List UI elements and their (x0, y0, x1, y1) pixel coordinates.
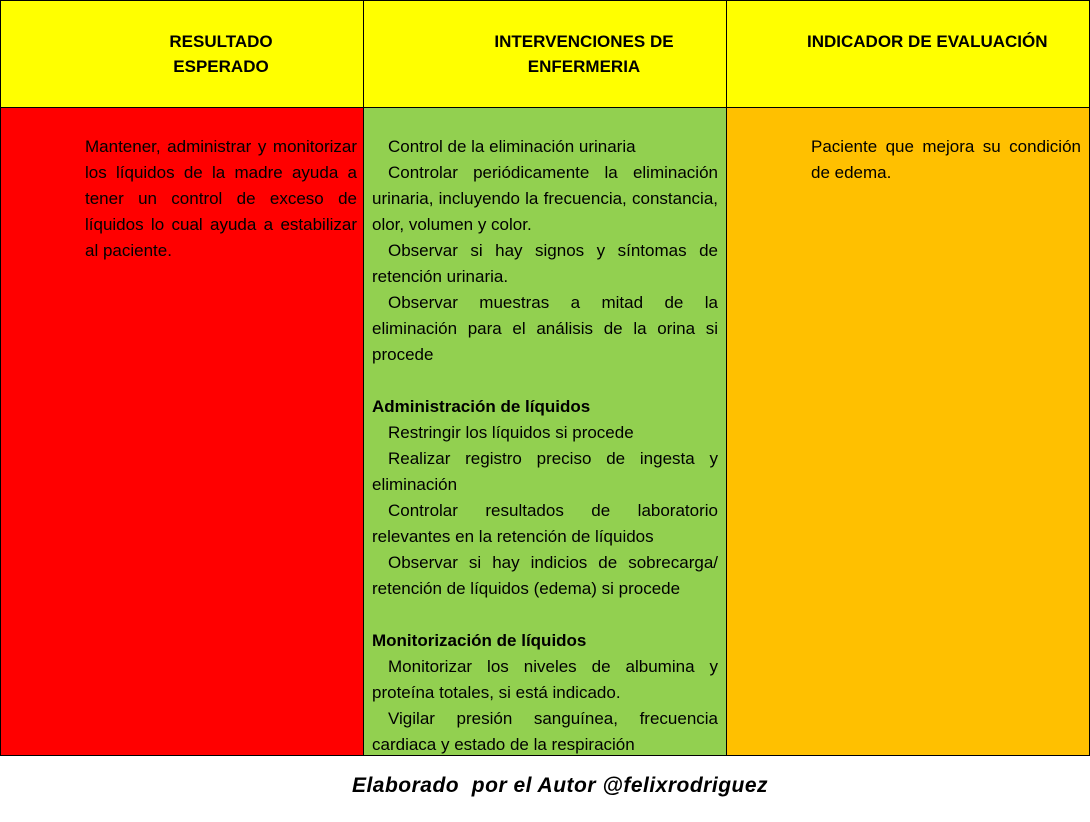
cell-resultado (0, 107, 365, 756)
indicador-text: Paciente que mejora su condición de edema. (811, 137, 1081, 182)
header-resultado-line1: RESULTADO (169, 32, 273, 51)
header-intervenciones-line2: ENFERMERIA (527, 57, 641, 76)
header-intervenciones (363, 0, 727, 108)
spacer (372, 602, 718, 628)
intervencion-item: Vigilar presión sanguínea, frecuencia cardiaca y estado de la respiración (372, 709, 718, 754)
intervencion-item: Restringir los líquidos si procede (388, 423, 634, 442)
intervencion-item: Monitorizar los niveles de albumina y proteína totales, si está indicado. (372, 657, 718, 702)
intervencion-item: Observar si hay signos y síntomas de retención urinaria. (372, 241, 718, 286)
intervencion-item: Controlar periódicamente la eliminación urinaria, incluyendo la frecuencia, constancia, olor, volumen y color. (372, 163, 718, 234)
header-resultado (0, 0, 365, 108)
section-title-administracion: Administración de líquidos (372, 397, 591, 416)
author-credit: Elaborado por el Autor @felixrodriguez (351, 774, 769, 797)
spacer (372, 368, 718, 394)
intervencion-item: Observar muestras a mitad de la eliminación para el análisis de la orina si procede (372, 293, 718, 364)
resultado-text: Mantener, administrar y monitorizar los líquidos de la madre ayuda a tener un control de exceso de líquidos lo cual ayuda a estabilizar al paciente. (85, 137, 357, 260)
intervencion-item: Observar si hay indicios de sobrecarga/ retención de líquidos (edema) si procede (372, 553, 718, 598)
intervencion-item: Realizar registro preciso de ingesta y eliminación (372, 449, 718, 494)
header-intervenciones-line1: INTERVENCIONES DE (494, 32, 674, 51)
cell-intervenciones (363, 107, 727, 756)
cell-indicador (726, 107, 1090, 756)
header-resultado-line2: ESPERADO (173, 57, 269, 76)
intervencion-item: Controlar resultados de laboratorio relevantes en la retención de líquidos (372, 501, 718, 546)
intervencion-item: Control de la eliminación urinaria (388, 137, 636, 156)
header-indicador (726, 0, 1090, 108)
header-indicador-text: INDICADOR DE EVALUACIÓN (807, 32, 1048, 51)
header-intervenciones-text (454, 29, 714, 79)
header-resultado-text (96, 29, 346, 79)
section-title-monitorizacion: Monitorización de líquidos (372, 631, 587, 650)
intervenciones-text (372, 134, 718, 758)
